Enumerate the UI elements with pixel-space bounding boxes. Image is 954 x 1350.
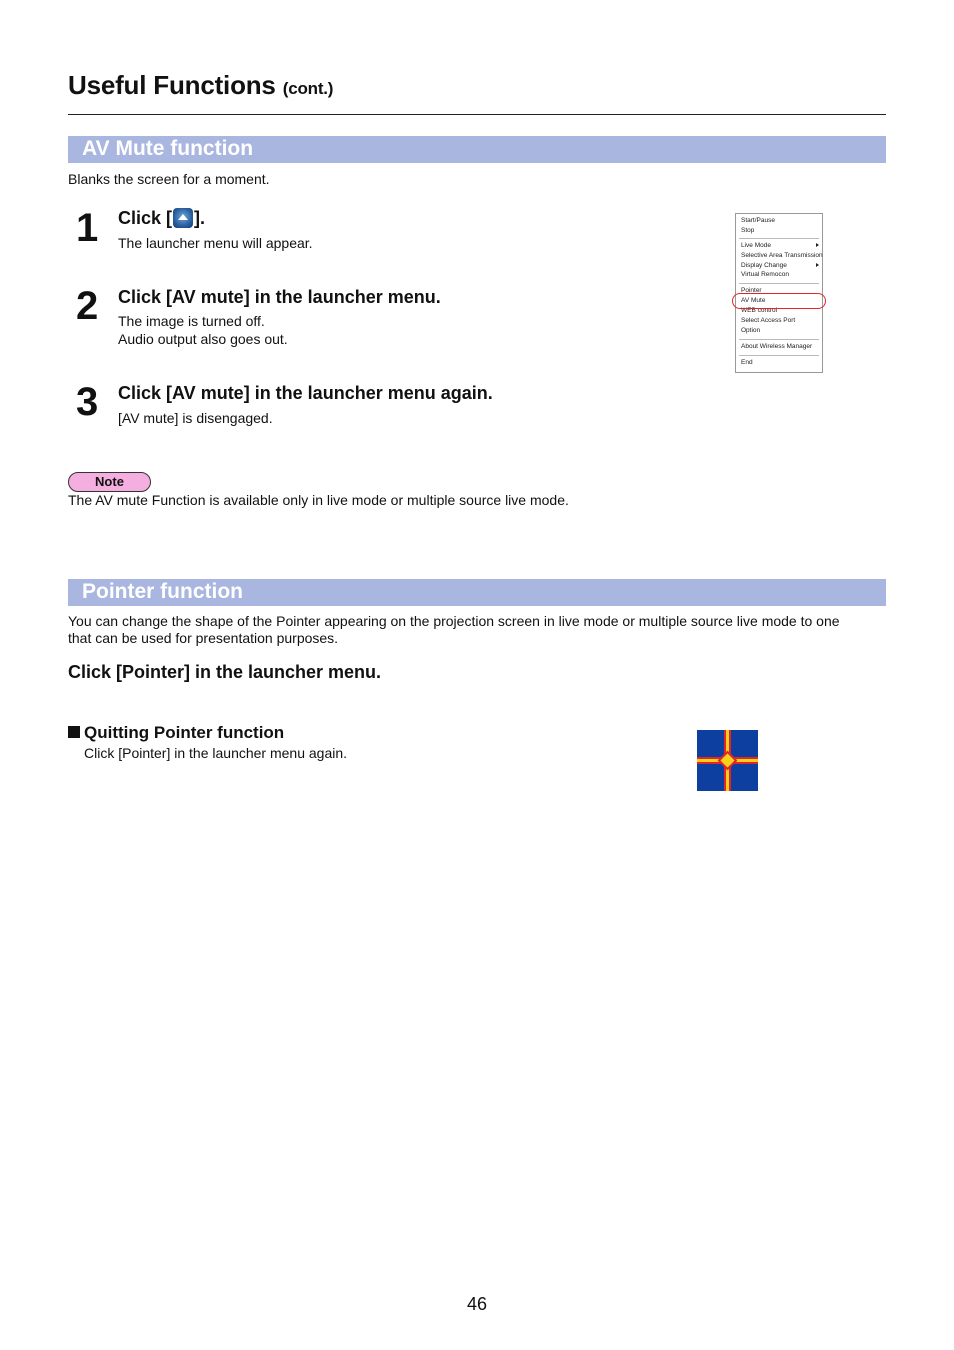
- menu-item-selective-area[interactable]: Selective Area Transmission: [741, 252, 823, 259]
- quitting-pointer-title: Quitting Pointer function: [84, 723, 285, 742]
- step-1-title-prefix: Click [: [118, 208, 173, 228]
- menu-item-display-change[interactable]: Display Change: [741, 262, 787, 269]
- step-2-body-line: The image is turned off.: [118, 313, 265, 329]
- square-bullet-icon: [68, 726, 80, 738]
- av-mute-section-title: AV Mute function: [82, 137, 254, 160]
- menu-item-pointer[interactable]: Pointer: [741, 287, 762, 294]
- page-number: 46: [466, 1294, 488, 1314]
- note-badge: Note: [68, 472, 151, 492]
- step-1-body: [118, 234, 313, 252]
- step-3-body: [118, 409, 273, 427]
- menu-separator: [739, 339, 819, 340]
- menu-item-web-control[interactable]: WEB control: [741, 307, 778, 314]
- step-1-body-line: The launcher menu will appear.: [118, 235, 313, 251]
- pointer-instruction: Click [Pointer] in the launcher menu.: [68, 662, 382, 682]
- step-2-number: 2: [76, 284, 99, 328]
- title-divider: [68, 114, 886, 115]
- av-mute-intro: Blanks the screen for a moment.: [68, 171, 270, 187]
- step-3-body-line: [AV mute] is disengaged.: [118, 410, 273, 426]
- menu-item-virtual-remocon[interactable]: Virtual Remocon: [741, 271, 789, 278]
- av-mute-highlight-ring: [732, 293, 826, 309]
- page-title-suffix: (cont.): [282, 79, 334, 98]
- menu-item-av-mute[interactable]: AV Mute: [741, 297, 766, 304]
- submenu-arrow-icon: [816, 263, 819, 267]
- submenu-arrow-icon: [816, 243, 819, 247]
- pointer-intro-line: You can change the shape of the Pointer appearing on the projection screen in live mode or multiple source live mode to one: [68, 613, 840, 629]
- step-3-number: 3: [76, 380, 99, 424]
- menu-separator: [739, 283, 819, 284]
- pointer-crosshair-icon: [697, 730, 758, 791]
- step-1-title-suffix: ].: [194, 208, 206, 228]
- av-mute-section-header: [68, 136, 886, 163]
- menu-separator: [739, 238, 819, 239]
- step-2-body-line: Audio output also goes out.: [118, 331, 288, 347]
- step-3-title: Click [AV mute] in the launcher menu again.: [118, 383, 493, 403]
- launcher-icon: [173, 208, 193, 228]
- pointer-intro: [68, 613, 840, 647]
- step-2-body: [118, 312, 288, 348]
- menu-item-live-mode[interactable]: Live Mode: [741, 242, 771, 249]
- menu-item-select-access-port[interactable]: Select Access Port: [741, 317, 796, 324]
- pointer-section-header: [68, 579, 886, 606]
- note-text: The AV mute Function is available only in live mode or multiple source live mode.: [68, 492, 569, 508]
- step-2-title: Click [AV mute] in the launcher menu.: [118, 287, 441, 307]
- menu-item-stop[interactable]: Stop: [741, 227, 755, 234]
- quitting-pointer-text: Click [Pointer] in the launcher menu again.: [84, 745, 348, 761]
- page-title: [68, 70, 333, 101]
- step-1-number: 1: [76, 206, 99, 250]
- menu-item-option[interactable]: Option: [741, 327, 761, 334]
- pointer-section-title: Pointer function: [82, 580, 243, 603]
- step-1-title: [118, 208, 205, 229]
- quitting-pointer-heading: [68, 723, 284, 743]
- menu-separator: [739, 355, 819, 356]
- menu-item-end[interactable]: End: [741, 359, 753, 366]
- pointer-intro-line: that can be used for presentation purposes.: [68, 630, 339, 646]
- page-title-text: Useful Functions: [68, 70, 276, 100]
- menu-item-about[interactable]: About Wireless Manager: [741, 343, 813, 350]
- menu-item-start-pause[interactable]: Start/Pause: [741, 217, 775, 224]
